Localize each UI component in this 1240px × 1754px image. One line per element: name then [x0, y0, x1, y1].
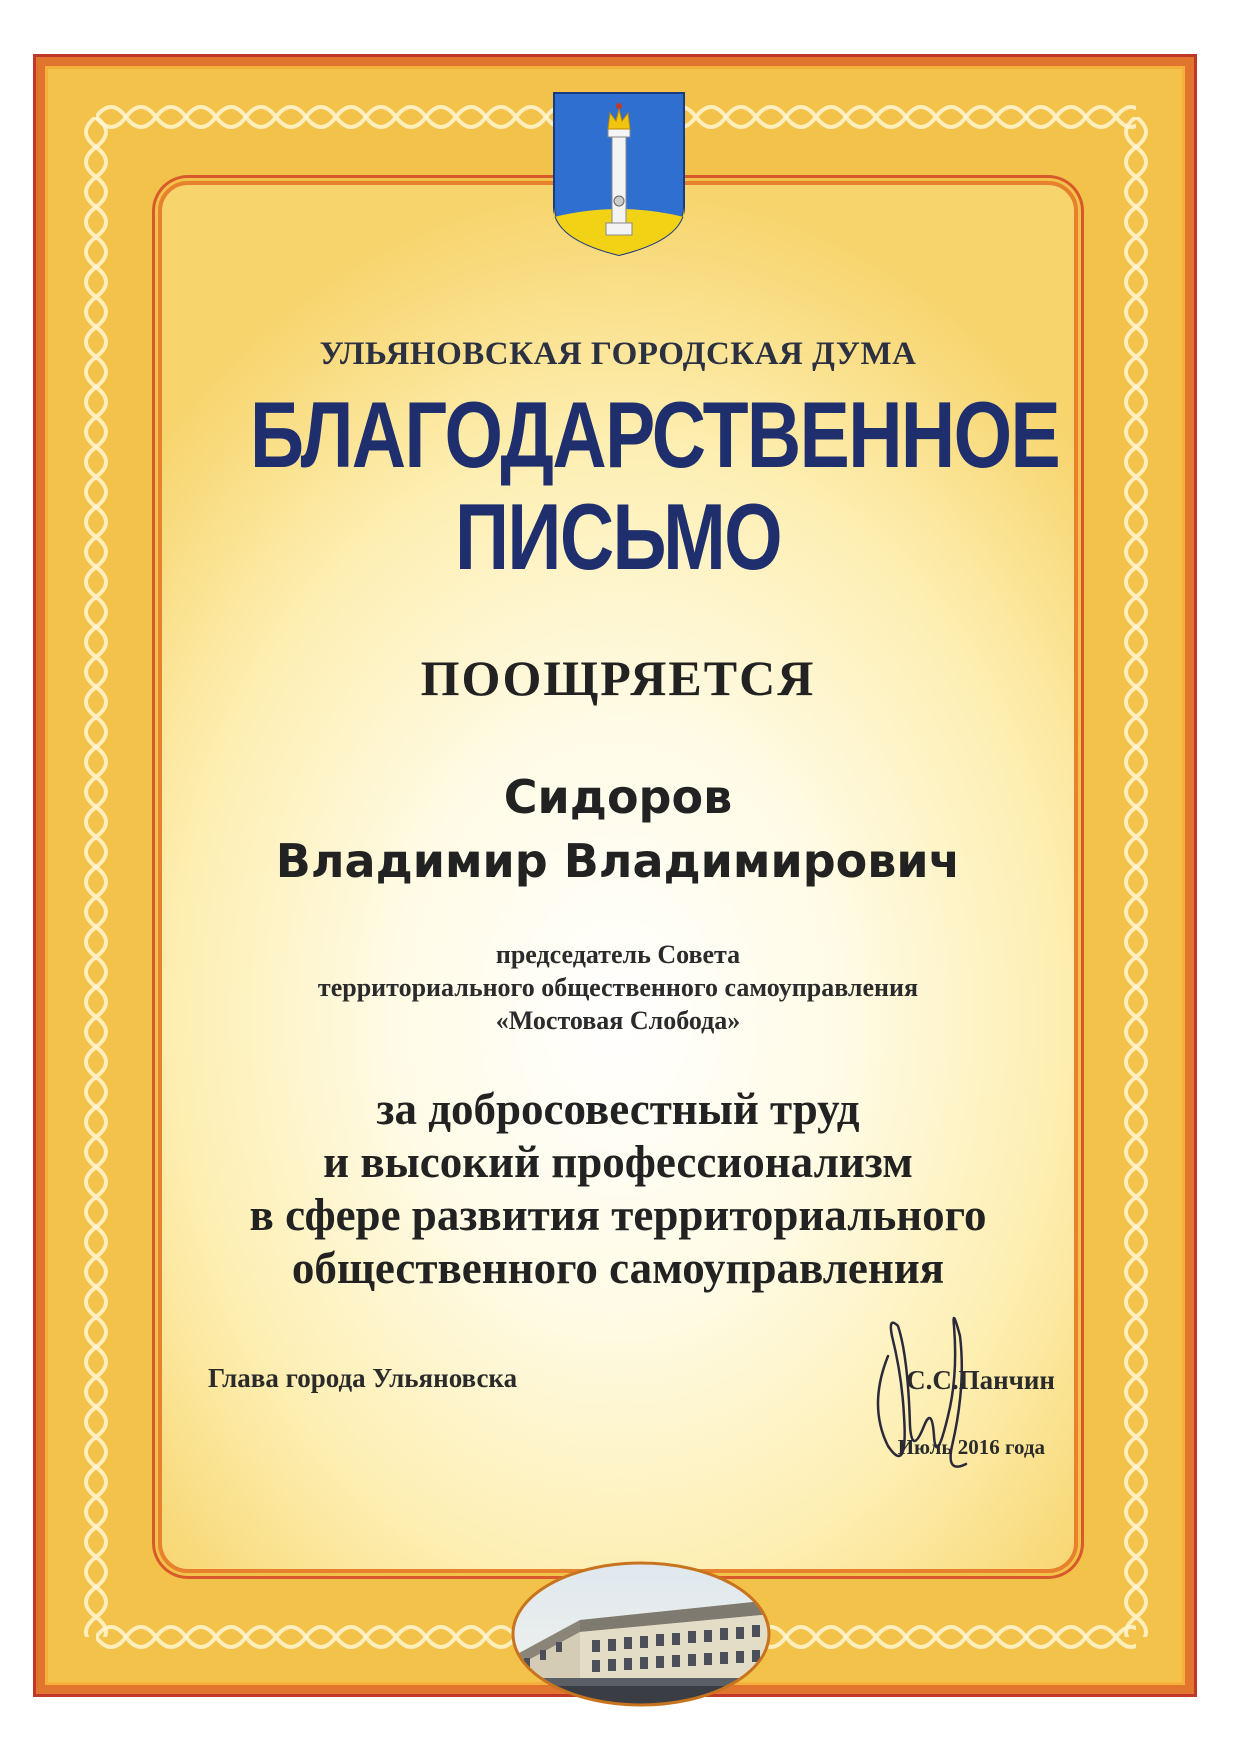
signer-title: Глава города Ульяновска [208, 1363, 518, 1393]
position-line: территориального общественного самоуправления [317, 973, 919, 1002]
recipient-surname: Сидоров [503, 770, 733, 824]
letter-title-line2: ПИСЬМО [454, 484, 782, 589]
signer-name: С.С.Панчин [906, 1365, 1055, 1395]
reason-line: в сфере развития территориального [249, 1190, 987, 1240]
certificate-frame [33, 54, 1197, 1697]
position-line: «Мостовая Слобода» [495, 1006, 741, 1035]
issue-date: Июль 2016 года [897, 1435, 1045, 1459]
city-duma-building-vignette [510, 1560, 772, 1708]
encouragement-heading: ПООЩРЯЕТСЯ [420, 650, 816, 706]
handwritten-signature [848, 1296, 988, 1496]
letter-title-line1: БЛАГОДАРСТВЕННОЕ [250, 382, 1060, 487]
position-line: председатель Совета [495, 940, 741, 969]
reason-line: за добросовестный труд [376, 1084, 860, 1134]
recipient-position [158, 938, 1078, 1037]
reason-line: и высокий профессионализм [323, 1137, 913, 1187]
organization-name: УЛЬЯНОВСКАЯ ГОРОДСКАЯ ДУМА [319, 336, 917, 372]
reason-line: общественного самоуправления [291, 1243, 945, 1293]
recipient-given-names: Владимир Владимирович [275, 834, 961, 888]
award-reason [158, 1083, 1078, 1295]
recipient-name [158, 765, 1078, 893]
letter-content [158, 181, 1078, 1573]
